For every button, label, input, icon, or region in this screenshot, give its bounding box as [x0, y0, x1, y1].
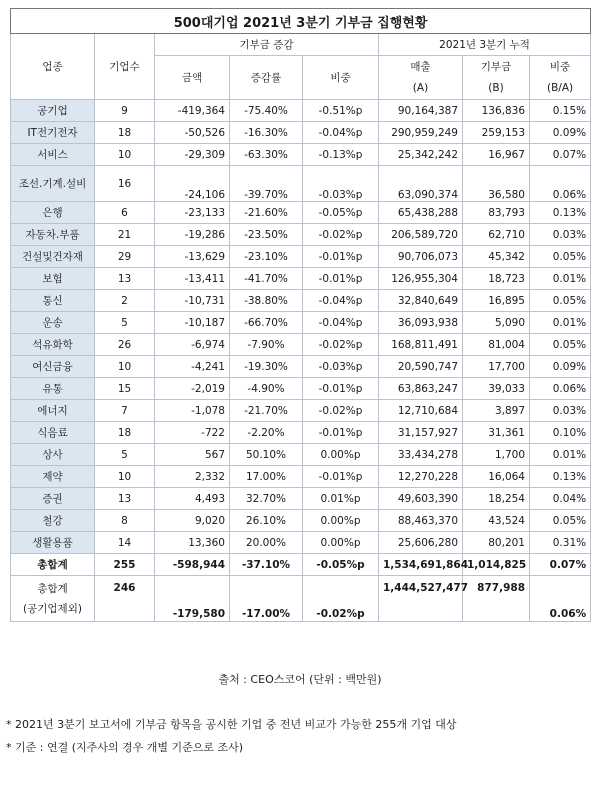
row-donation: 136,836	[463, 100, 530, 122]
table-row	[11, 488, 591, 510]
row-rate: -21.60%	[230, 202, 303, 224]
table-row	[11, 356, 591, 378]
report-container	[10, 8, 590, 622]
table-row	[11, 246, 591, 268]
row-industry: 에너지	[11, 400, 95, 422]
row-industry: 공기업	[11, 100, 95, 122]
row-share: 0.00%p	[303, 510, 379, 532]
row-ratio: 0.15%	[530, 100, 591, 122]
row-industry: 보험	[11, 268, 95, 290]
row-donation: 83,793	[463, 202, 530, 224]
header-sales-sub: (A)	[379, 78, 463, 100]
row-share: 0.00%p	[303, 444, 379, 466]
row-amount: 567	[155, 444, 230, 466]
row-count: 5	[95, 312, 155, 334]
total-donation: 1,014,825	[463, 554, 530, 576]
footnotes	[6, 713, 596, 759]
row-donation: 31,361	[463, 422, 530, 444]
row-ratio: 0.05%	[530, 510, 591, 532]
row-sales: 31,157,927	[379, 422, 463, 444]
header-industry: 업종	[11, 34, 95, 100]
row-sales: 36,093,938	[379, 312, 463, 334]
row-industry: 석유화학	[11, 334, 95, 356]
row-amount: -23,133	[155, 202, 230, 224]
row-sales: 290,959,249	[379, 122, 463, 144]
table-totals	[11, 554, 591, 622]
total-excl-ratio: 0.06%	[530, 576, 591, 622]
row-share: 0.01%p	[303, 488, 379, 510]
row-count: 6	[95, 202, 155, 224]
row-industry: 서비스	[11, 144, 95, 166]
row-amount: -10,731	[155, 290, 230, 312]
total-excl-amount: -179,580	[155, 576, 230, 622]
table-row	[11, 144, 591, 166]
table-row	[11, 202, 591, 224]
row-share: -0.02%p	[303, 334, 379, 356]
row-count: 18	[95, 122, 155, 144]
row-donation: 16,895	[463, 290, 530, 312]
row-rate: -66.70%	[230, 312, 303, 334]
row-count: 2	[95, 290, 155, 312]
row-rate: -63.30%	[230, 144, 303, 166]
row-rate: 50.10%	[230, 444, 303, 466]
row-industry: 건설및건자재	[11, 246, 95, 268]
row-ratio: 0.05%	[530, 290, 591, 312]
row-count: 15	[95, 378, 155, 400]
table-row	[11, 224, 591, 246]
row-rate: -23.10%	[230, 246, 303, 268]
row-industry: 통신	[11, 290, 95, 312]
row-donation: 16,967	[463, 144, 530, 166]
row-rate: -19.30%	[230, 356, 303, 378]
row-ratio: 0.06%	[530, 166, 591, 202]
total-ratio: 0.07%	[530, 554, 591, 576]
row-count: 7	[95, 400, 155, 422]
table-row	[11, 444, 591, 466]
source-caption: 출처 : CEO스코어 (단위 : 백만원)	[218, 673, 382, 686]
header-group-cumulative: 2021년 3분기 누적	[379, 34, 591, 56]
row-count: 10	[95, 466, 155, 488]
row-rate: -75.40%	[230, 100, 303, 122]
table-row	[11, 312, 591, 334]
row-rate: -39.70%	[230, 166, 303, 202]
row-ratio: 0.09%	[530, 122, 591, 144]
total-excl-row	[11, 576, 591, 622]
row-ratio: 0.06%	[530, 378, 591, 400]
row-amount: -10,187	[155, 312, 230, 334]
row-sales: 25,342,242	[379, 144, 463, 166]
row-amount: -24,106	[155, 166, 230, 202]
row-industry: 조선.기계.설비	[11, 166, 95, 202]
header-share: 비중	[303, 56, 379, 100]
table-title: 500대기업 2021년 3분기 기부금 집행현황	[11, 9, 591, 34]
row-amount: -19,286	[155, 224, 230, 246]
table-row	[11, 466, 591, 488]
footnote-2: * 기준 : 연결 (지주사의 경우 개별 기준으로 조사)	[6, 741, 244, 754]
row-ratio: 0.13%	[530, 202, 591, 224]
total-share: -0.05%p	[303, 554, 379, 576]
row-donation: 18,723	[463, 268, 530, 290]
row-amount: 4,493	[155, 488, 230, 510]
row-donation: 39,033	[463, 378, 530, 400]
total-sales: 1,534,691,864	[379, 554, 463, 576]
row-amount: 13,360	[155, 532, 230, 554]
table-row	[11, 166, 591, 202]
row-share: -0.01%p	[303, 466, 379, 488]
row-share: -0.01%p	[303, 422, 379, 444]
total-excl-count: 246	[95, 576, 155, 622]
table-row	[11, 400, 591, 422]
row-share: 0.00%p	[303, 532, 379, 554]
row-amount: -6,974	[155, 334, 230, 356]
total-industry: 총합계	[11, 554, 95, 576]
table-row	[11, 422, 591, 444]
table-row	[11, 510, 591, 532]
row-ratio: 0.05%	[530, 334, 591, 356]
row-donation: 81,004	[463, 334, 530, 356]
row-count: 10	[95, 144, 155, 166]
row-share: -0.04%p	[303, 312, 379, 334]
row-donation: 18,254	[463, 488, 530, 510]
row-count: 8	[95, 510, 155, 532]
row-rate: -16.30%	[230, 122, 303, 144]
row-ratio: 0.01%	[530, 312, 591, 334]
row-donation: 16,064	[463, 466, 530, 488]
total-excl-share: -0.02%p	[303, 576, 379, 622]
row-sales: 12,270,228	[379, 466, 463, 488]
row-rate: -23.50%	[230, 224, 303, 246]
row-donation: 259,153	[463, 122, 530, 144]
table-row	[11, 100, 591, 122]
row-rate: -2.20%	[230, 422, 303, 444]
header-rate: 증감률	[230, 56, 303, 100]
row-sales: 90,164,387	[379, 100, 463, 122]
row-share: -0.03%p	[303, 356, 379, 378]
header-ratio: 비중	[530, 56, 591, 78]
row-industry: 증권	[11, 488, 95, 510]
row-rate: -7.90%	[230, 334, 303, 356]
row-industry: 제약	[11, 466, 95, 488]
row-count: 18	[95, 422, 155, 444]
row-count: 10	[95, 356, 155, 378]
row-donation: 3,897	[463, 400, 530, 422]
row-amount: -419,364	[155, 100, 230, 122]
row-rate: 26.10%	[230, 510, 303, 532]
row-industry: 생활용품	[11, 532, 95, 554]
row-amount: -13,411	[155, 268, 230, 290]
total-row	[11, 554, 591, 576]
total-excl-label: 총합계	[37, 582, 68, 595]
total-excl-rate: -17.00%	[230, 576, 303, 622]
header-group-change: 기부금 증감	[155, 34, 379, 56]
row-amount: 2,332	[155, 466, 230, 488]
table-row	[11, 532, 591, 554]
total-amount: -598,944	[155, 554, 230, 576]
row-industry: 상사	[11, 444, 95, 466]
row-share: -0.05%p	[303, 202, 379, 224]
row-count: 14	[95, 532, 155, 554]
row-donation: 80,201	[463, 532, 530, 554]
row-sales: 12,710,684	[379, 400, 463, 422]
header-donation: 기부금	[463, 56, 530, 78]
row-rate: 17.00%	[230, 466, 303, 488]
row-sales: 20,590,747	[379, 356, 463, 378]
row-amount: -50,526	[155, 122, 230, 144]
row-sales: 49,603,390	[379, 488, 463, 510]
row-sales: 33,434,278	[379, 444, 463, 466]
row-ratio: 0.04%	[530, 488, 591, 510]
row-industry: 철강	[11, 510, 95, 532]
row-amount: -29,309	[155, 144, 230, 166]
row-share: -0.01%p	[303, 246, 379, 268]
total-excl-sublabel: (공기업제외)	[23, 602, 82, 615]
total-excl-donation: 877,988	[463, 576, 530, 622]
row-rate: -38.80%	[230, 290, 303, 312]
total-rate: -37.10%	[230, 554, 303, 576]
row-industry: 유통	[11, 378, 95, 400]
row-sales: 206,589,720	[379, 224, 463, 246]
donation-table	[10, 8, 591, 622]
row-rate: -4.90%	[230, 378, 303, 400]
row-share: -0.01%p	[303, 268, 379, 290]
row-ratio: 0.01%	[530, 268, 591, 290]
table-row	[11, 378, 591, 400]
row-donation: 45,342	[463, 246, 530, 268]
row-donation: 1,700	[463, 444, 530, 466]
row-industry: 운송	[11, 312, 95, 334]
row-ratio: 0.13%	[530, 466, 591, 488]
row-sales: 63,863,247	[379, 378, 463, 400]
row-count: 5	[95, 444, 155, 466]
row-rate: 20.00%	[230, 532, 303, 554]
row-count: 16	[95, 166, 155, 202]
row-donation: 36,580	[463, 166, 530, 202]
row-amount: -2,019	[155, 378, 230, 400]
row-share: -0.13%p	[303, 144, 379, 166]
row-sales: 25,606,280	[379, 532, 463, 554]
total-count: 255	[95, 554, 155, 576]
row-sales: 126,955,304	[379, 268, 463, 290]
row-share: -0.51%p	[303, 100, 379, 122]
table-row	[11, 268, 591, 290]
table-body	[11, 100, 591, 554]
row-sales: 32,840,649	[379, 290, 463, 312]
table-row	[11, 290, 591, 312]
row-industry: IT전기전자	[11, 122, 95, 144]
row-donation: 17,700	[463, 356, 530, 378]
row-ratio: 0.01%	[530, 444, 591, 466]
row-rate: -21.70%	[230, 400, 303, 422]
total-excl-sales: 1,444,527,477	[379, 576, 463, 622]
row-ratio: 0.07%	[530, 144, 591, 166]
row-share: -0.02%p	[303, 400, 379, 422]
row-industry: 여신금융	[11, 356, 95, 378]
row-sales: 88,463,370	[379, 510, 463, 532]
row-donation: 5,090	[463, 312, 530, 334]
footnote-1: * 2021년 3분기 보고서에 기부금 항목을 공시한 기업 중 전년 비교가 가능한 255개 기업 대상	[6, 718, 457, 731]
row-share: -0.04%p	[303, 122, 379, 144]
row-rate: -41.70%	[230, 268, 303, 290]
row-count: 13	[95, 488, 155, 510]
row-count: 9	[95, 100, 155, 122]
row-share: -0.02%p	[303, 224, 379, 246]
table-row	[11, 122, 591, 144]
row-amount: -13,629	[155, 246, 230, 268]
row-amount: 9,020	[155, 510, 230, 532]
header-ratio-sub: (B/A)	[530, 78, 591, 100]
row-count: 26	[95, 334, 155, 356]
table-row	[11, 334, 591, 356]
row-industry: 은행	[11, 202, 95, 224]
row-amount: -4,241	[155, 356, 230, 378]
row-sales: 65,438,288	[379, 202, 463, 224]
row-sales: 63,090,374	[379, 166, 463, 202]
row-count: 21	[95, 224, 155, 246]
row-share: -0.03%p	[303, 166, 379, 202]
row-donation: 62,710	[463, 224, 530, 246]
row-amount: -722	[155, 422, 230, 444]
row-donation: 43,524	[463, 510, 530, 532]
row-ratio: 0.03%	[530, 400, 591, 422]
row-sales: 90,706,073	[379, 246, 463, 268]
row-ratio: 0.31%	[530, 532, 591, 554]
header-amount: 금액	[155, 56, 230, 100]
row-share: -0.04%p	[303, 290, 379, 312]
row-ratio: 0.05%	[530, 246, 591, 268]
row-amount: -1,078	[155, 400, 230, 422]
header-count: 기업수	[95, 34, 155, 100]
row-rate: 32.70%	[230, 488, 303, 510]
total-excl-industry	[11, 576, 95, 622]
row-share: -0.01%p	[303, 378, 379, 400]
row-sales: 168,811,491	[379, 334, 463, 356]
row-industry: 식음료	[11, 422, 95, 444]
row-ratio: 0.09%	[530, 356, 591, 378]
row-count: 13	[95, 268, 155, 290]
row-count: 29	[95, 246, 155, 268]
row-ratio: 0.10%	[530, 422, 591, 444]
header-donation-sub: (B)	[463, 78, 530, 100]
row-ratio: 0.03%	[530, 224, 591, 246]
header-sales: 매출	[379, 56, 463, 78]
row-industry: 자동차.부품	[11, 224, 95, 246]
